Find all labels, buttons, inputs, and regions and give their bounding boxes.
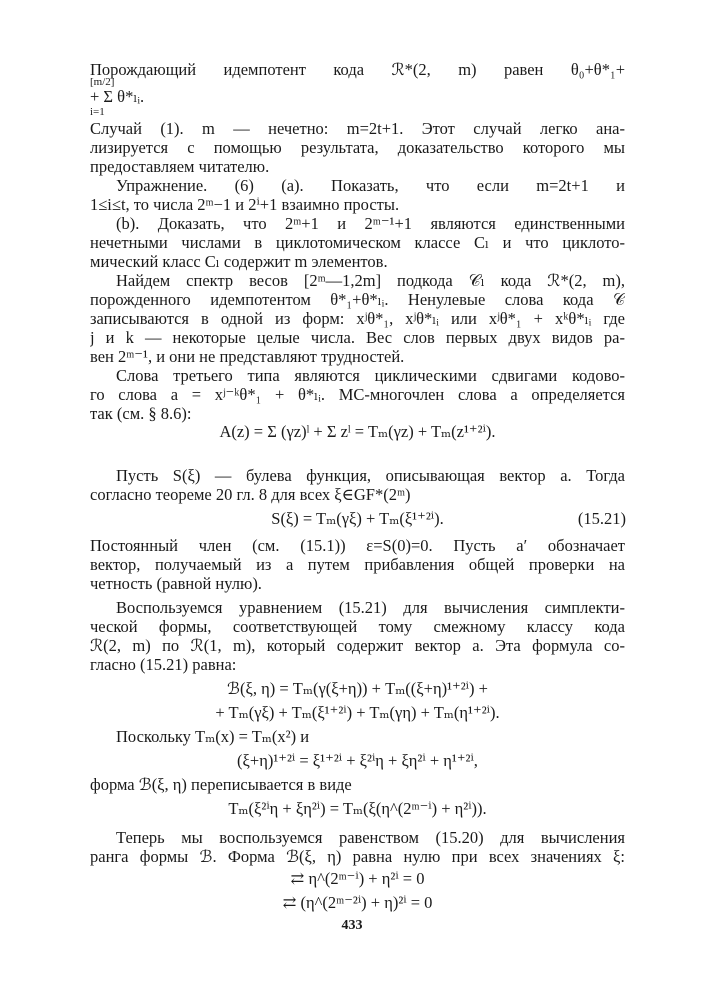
text-line: форма ℬ(ξ, η) переписывается в виде [90, 775, 352, 794]
text-line: Tₘ(ξ²ⁱη + ξη²ⁱ) = Tₘ(ξ(η^(2ᵐ⁻ⁱ) + η²ⁱ)). [228, 799, 487, 818]
text-line: ⇄ η^(2ᵐ⁻ⁱ) + η²ⁱ = 0 [290, 869, 425, 888]
text-line: + Σ θ*ₗᵢ. [90, 87, 145, 106]
text-line: ⇄ (η^(2ᵐ⁻²ⁱ) + η)²ⁱ = 0 [282, 893, 433, 912]
text-line: Воспользуемся уравнением (15.21) для вычисления симплекти- [116, 598, 625, 617]
text-line: предоставляем читателю. [90, 157, 270, 176]
text-line: (b). Доказать, что 2ᵐ+1 и 2ᵐ⁻¹+1 являются единственными [116, 214, 625, 233]
text-line: S(ξ) = Tₘ(γξ) + Tₘ(ξ¹⁺²ⁱ). [271, 509, 444, 528]
text-line: порожденного идемпотентом θ*₁+θ*ₗᵢ. Ненулевые слова кода 𝒞 [90, 290, 625, 309]
text-line: Упражнение. (6) (a). Показать, что если m=2t+1 и [116, 176, 625, 195]
text-line: ℛ(2, m) по ℛ(1, m), который содержит вектор a. Эта формула со- [90, 636, 625, 655]
text-line: Постоянный член (см. (15.1)) ε=S(0)=0. Пусть a′ обозначает [90, 536, 625, 555]
text-line: согласно теореме 20 гл. 8 для всех ξ∈GF*(2ᵐ) [90, 485, 411, 504]
text-line: гласно (15.21) равна: [90, 655, 237, 674]
text-line: вен 2ᵐ⁻¹, и они не представляют трудностей. [90, 347, 405, 366]
text-line: Поскольку Tₘ(x) = Tₘ(x²) и [116, 727, 310, 746]
text-line: A(z) = Σ (γz)ˡ + Σ zˡ = Tₘ(γz) + Tₘ(z¹⁺²ⁱ). [219, 422, 496, 441]
text-line: ℬ(ξ, η) = Tₘ(γ(ξ+η)) + Tₘ((ξ+η)¹⁺²ⁱ) + [227, 679, 488, 698]
page-number: 433 [341, 918, 363, 933]
text-line: 1≤i≤t, то числа 2ᵐ−1 и 2ⁱ+1 взаимно просты. [90, 195, 400, 214]
text-line: Случай (1). m — нечетно: m=2t+1. Этот случай легко ана- [90, 119, 625, 138]
text-line: ранга формы ℬ. Форма ℬ(ξ, η) равна нулю при всех значениях ξ: [90, 847, 625, 866]
text-line: j и k — некоторые целые числа. Вес слов первых двух видов ра- [90, 328, 625, 347]
text-line: го слова a = xʲ⁻ᵏθ*₁ + θ*ₗᵢ. МС-многочлен слова a определяется [90, 385, 625, 404]
equation-number: (15.21) [577, 509, 626, 528]
text-line: мический класс Cₗ содержит m элементов. [90, 252, 388, 271]
sum-lower-limit: i=1 [90, 106, 105, 118]
text-line: Порождающий идемпотент кода ℛ*(2, m) равен θ₀+θ*₁+ [90, 60, 625, 79]
text-line: ческой формы, соответствующей тому смежному классу кода [90, 617, 625, 636]
text-line: четность (равной нулю). [90, 574, 262, 593]
text-line: + Tₘ(γξ) + Tₘ(ξ¹⁺²ⁱ) + Tₘ(γη) + Tₘ(η¹⁺²ⁱ). [215, 703, 500, 722]
text-line: нечетными числами в циклотомическом классе Cₗ и что циклото- [90, 233, 625, 252]
text-line: вектор, получаемый из a путем прибавления общей проверки на [90, 555, 625, 574]
text-line: записываются в одной из форм: xʲθ*₁, xʲθ*ₗᵢ или xʲθ*₁ + xᵏθ*ₗᵢ где [90, 309, 625, 328]
text-line: Слова третьего типа являются циклическими сдвигами кодово- [116, 366, 625, 385]
text-line: Найдем спектр весов [2ᵐ—1,2m] подкода 𝒞ₗ кода ℛ*(2, m), [116, 271, 625, 290]
sum-upper-limit: [m/2] [90, 76, 115, 88]
text-line: Пусть S(ξ) — булева функция, описывающая вектор a. Тогда [116, 466, 625, 485]
text-line: (ξ+η)¹⁺²ⁱ = ξ¹⁺²ⁱ + ξ²ⁱη + ξη²ⁱ + η¹⁺²ⁱ, [237, 751, 478, 770]
text-line: так (см. § 8.6): [90, 404, 192, 423]
text-line: лизируется с помощью результата, доказательство которого мы [90, 138, 625, 157]
text-line: Теперь мы воспользуемся равенством (15.20) для вычисления [116, 828, 625, 847]
